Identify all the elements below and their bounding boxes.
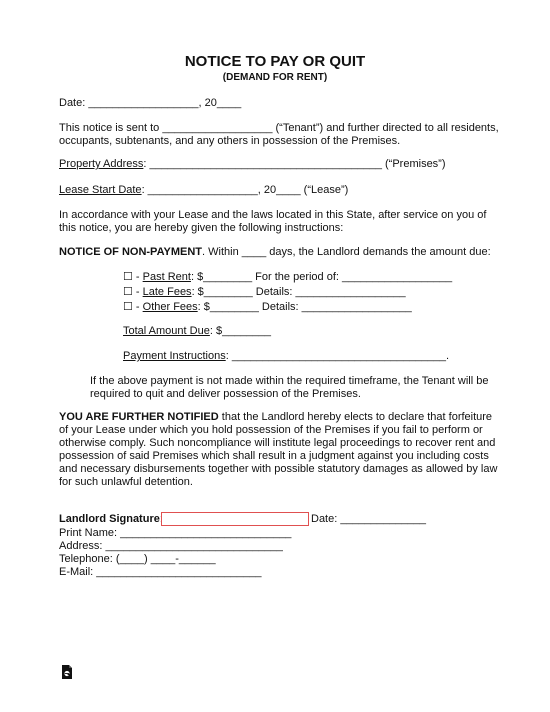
- lease-start-blank: : __________________, 20____ (“Lease”): [141, 184, 349, 196]
- checkbox-icon: ☐ -: [123, 301, 143, 313]
- eforms-logo-icon: [61, 665, 73, 679]
- item-label: Late Fees: [142, 286, 192, 298]
- further-line-6: for such unlawful detention.: [59, 476, 193, 488]
- nonpayment-label: NOTICE OF NON-PAYMENT: [59, 246, 203, 258]
- nonpayment-text: . Within ____ days, the Landlord demands the amount due:: [202, 246, 491, 258]
- date-line: Date: __________________, 20____: [59, 97, 242, 109]
- accordance-paragraph: [59, 209, 499, 235]
- further-line-1-text: that the Landlord hereby elects to declare that forfeiture: [218, 411, 493, 423]
- accordance-line-1: In accordance with your Lease and the laws located in this State, after service on you of: [59, 209, 487, 221]
- item-blank: : $________ Details: __________________: [191, 286, 406, 298]
- item-label: Past Rent: [142, 271, 191, 283]
- accordance-line-2: this notice, you are hereby given the following instructions:: [59, 222, 344, 234]
- total-amount-label: Total Amount Due: [123, 325, 210, 337]
- payment-instructions-blank: : ___________________________________.: [225, 350, 450, 362]
- further-notified-label: YOU ARE FURTHER NOTIFIED: [59, 411, 219, 423]
- further-line-3: otherwise comply. Such noncompliance will institute legal proceedings to recover rent and: [59, 437, 496, 449]
- item-past-rent: [123, 271, 452, 284]
- further-line-4: possession of said Premises which shall result in a judgment against you including costs: [59, 450, 489, 462]
- landlord-signature-label-line: [59, 513, 163, 526]
- checkbox-icon: ☐ -: [123, 286, 143, 298]
- property-address-label: Property Address: [59, 158, 144, 170]
- further-line-2: of your Lease under which you hold possession of the Premises if you fail to perform or: [59, 424, 483, 436]
- lease-start-label: Lease Start Date: [59, 184, 142, 196]
- checkbox-icon: ☐ -: [123, 271, 143, 283]
- item-late-fees: [123, 286, 406, 299]
- signature-date-line: Date: ______________: [311, 513, 426, 525]
- further-line-5: and necessary disbursements together with possible statutory damages as allowed by law: [59, 463, 498, 475]
- item-label: Other Fees: [142, 301, 198, 313]
- payment-instructions-label: Payment Instructions: [123, 350, 226, 362]
- total-amount-blank: : $________: [209, 325, 272, 337]
- property-address-line: [59, 158, 446, 171]
- page-subtitle: (DEMAND FOR RENT): [222, 72, 328, 83]
- lease-start-line: [59, 184, 348, 197]
- item-blank: : $________ For the period of: __________________: [190, 271, 453, 283]
- print-name-line: Print Name: ____________________________: [59, 527, 292, 539]
- nonpayment-line: [59, 246, 491, 259]
- further-line-1: [59, 411, 519, 424]
- if-above-line-1: If the above payment is not made within the required timeframe, the Tenant will be: [90, 375, 489, 387]
- landlord-signature-label: Landlord Signature: [59, 513, 160, 525]
- address-line: Address: _____________________________: [59, 540, 283, 552]
- property-address-blank: : ______________________________________ (“Premises”): [143, 158, 446, 170]
- further-notified-paragraph: [59, 411, 519, 489]
- notice-sent-line-2: occupants, subtenants, and any others in possession of the Premises.: [59, 135, 401, 147]
- payment-instructions-line: [123, 350, 449, 363]
- if-above-paragraph: [90, 375, 510, 401]
- item-blank: : $________ Details: __________________: [197, 301, 412, 313]
- page-title: NOTICE TO PAY OR QUIT: [184, 53, 366, 70]
- telephone-line: Telephone: (____) ____-______: [59, 553, 216, 565]
- email-line: E-Mail: ___________________________: [59, 566, 262, 578]
- total-amount-line: [123, 325, 271, 338]
- if-above-line-2: required to quit and deliver possession of the Premises.: [90, 388, 361, 400]
- landlord-signature-field[interactable]: [161, 512, 309, 526]
- notice-sent-paragraph: [59, 122, 499, 148]
- notice-sent-line-1: This notice is sent to __________________ (“Tenant”) and further directed to all residents,: [59, 122, 499, 134]
- item-other-fees: [123, 301, 412, 314]
